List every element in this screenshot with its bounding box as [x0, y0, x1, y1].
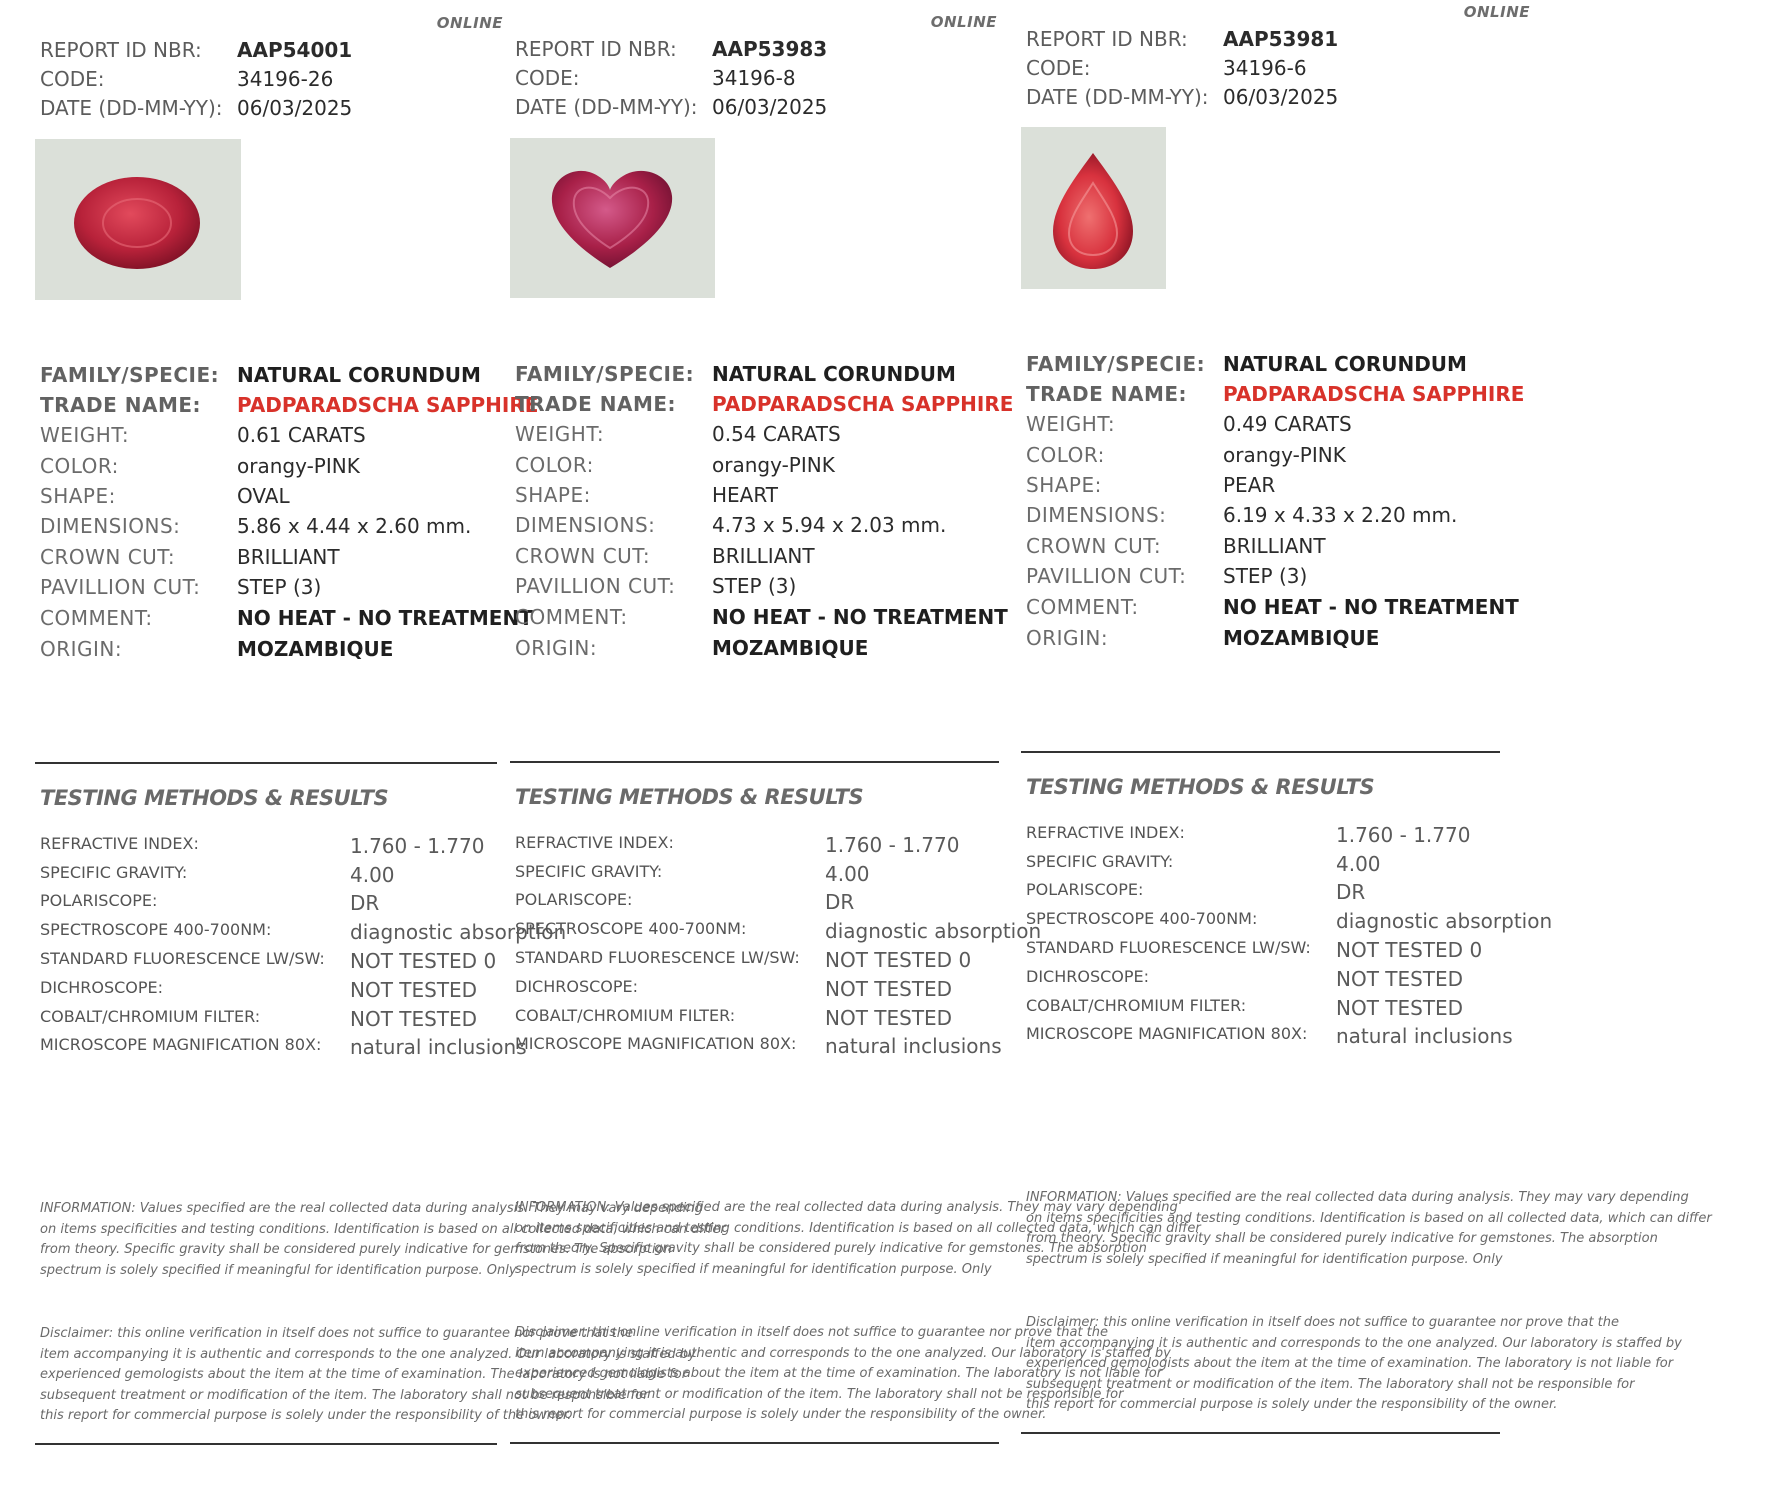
specific-gravity-value: 4.00	[350, 863, 395, 887]
comment-value: NO HEAT - NO TREATMENT	[712, 605, 1008, 629]
origin-label: ORIGIN:	[1026, 626, 1109, 650]
filter-label: COBALT/CHROMIUM FILTER:	[1026, 996, 1247, 1015]
dichroscope-label: DICHROSCOPE:	[1026, 967, 1150, 986]
report-id-value: AAP54001	[237, 38, 353, 62]
spectroscope-label: SPECTROSCOPE 400-700NM:	[1026, 909, 1258, 928]
comment-value: NO HEAT - NO TREATMENT	[237, 606, 533, 630]
disclaimer-note	[1026, 1313, 1786, 1416]
disclaimer-line: subsequent treatment or modification of the item. The laboratory shall not be responsible for	[515, 1386, 1124, 1402]
dichroscope-label: DICHROSCOPE:	[40, 978, 164, 997]
testing-title: TESTING METHODS & RESULTS	[1026, 775, 1375, 799]
color-label: COLOR:	[1026, 443, 1105, 467]
disclaimer-line: Disclaimer: this online verification in itself does not suffice to guarantee nor prove that the	[40, 1326, 634, 1341]
pavillion-cut-value: STEP (3)	[1223, 564, 1308, 588]
family-label: FAMILY/SPECIE:	[1026, 352, 1206, 376]
refractive-index-value: 1.760 - 1.770	[1336, 823, 1471, 847]
color-label: COLOR:	[40, 454, 119, 478]
info-line: INFORMATION: Values specified are the real collected data during analysis. They may vary depending	[40, 1201, 703, 1216]
trade-name-value: PADPARADSCHA SAPPHIRE	[1223, 382, 1525, 406]
heart-gem-icon	[510, 138, 715, 298]
section-divider	[35, 762, 497, 764]
report-id-value: AAP53983	[712, 37, 828, 61]
polariscope-value: DR	[1336, 880, 1366, 904]
crown-cut-label: CROWN CUT:	[40, 545, 176, 569]
dichroscope-value: NOT TESTED	[1336, 967, 1464, 991]
date-label: DATE (DD-MM-YY):	[1026, 85, 1209, 109]
code-label: CODE:	[40, 67, 105, 91]
date-value: 06/03/2025	[1223, 85, 1339, 109]
oval-gem-icon	[35, 139, 241, 300]
specific-gravity-label: SPECIFIC GRAVITY:	[1026, 852, 1174, 871]
code-value: 34196-6	[1223, 56, 1307, 80]
family-value: NATURAL CORUNDUM	[237, 363, 481, 387]
specific-gravity-label: SPECIFIC GRAVITY:	[515, 862, 663, 881]
weight-value: 0.61 CARATS	[237, 423, 366, 447]
dimensions-value: 4.73 x 5.94 x 2.03 mm.	[712, 513, 947, 537]
disclaimer-line: this report for commercial purpose is solely under the responsibility of the owner.	[1026, 1397, 1558, 1413]
refractive-index-value: 1.760 - 1.770	[350, 834, 485, 858]
dimensions-value: 5.86 x 4.44 x 2.60 mm.	[237, 514, 472, 538]
dimensions-value: 6.19 x 4.33 x 2.20 mm.	[1223, 503, 1458, 527]
code-label: CODE:	[515, 66, 580, 90]
pavillion-cut-label: PAVILLION CUT:	[40, 575, 201, 599]
weight-label: WEIGHT:	[1026, 412, 1116, 436]
date-value: 06/03/2025	[237, 96, 353, 120]
testing-title: TESTING METHODS & RESULTS	[40, 786, 389, 810]
crown-cut-label: CROWN CUT:	[515, 544, 651, 568]
filter-label: COBALT/CHROMIUM FILTER:	[515, 1006, 736, 1025]
polariscope-value: DR	[350, 891, 380, 915]
info-line: from theory. Specific gravity shall be considered purely indicative for gemstones. The absorption	[1026, 1231, 1658, 1247]
info-line: spectrum is solely specified if meaningful for identification purpose. Only	[1026, 1251, 1503, 1267]
spectroscope-value: diagnostic absorption	[350, 920, 567, 944]
refractive-index-value: 1.760 - 1.770	[825, 833, 960, 857]
disclaimer-line: Disclaimer: this online verification in itself does not suffice to guarantee nor prove that the	[1026, 1315, 1620, 1330]
comment-label: COMMENT:	[1026, 595, 1139, 619]
info-line: on items specificities and testing conditions. Identification is based on all collected data, which can differ	[515, 1220, 1201, 1236]
pavillion-cut-value: STEP (3)	[712, 574, 797, 598]
disclaimer-line: item accompanying it is authentic and corresponds to the one analyzed. Our laboratory is staffed by	[515, 1345, 1171, 1361]
color-value: orangy-PINK	[1223, 443, 1346, 467]
family-label: FAMILY/SPECIE:	[515, 362, 695, 386]
microscope-value: natural inclusions	[825, 1034, 1002, 1058]
info-line: INFORMATION: Values specified are the real collected data during analysis. They may vary depending	[515, 1200, 1178, 1215]
polariscope-label: POLARISCOPE:	[1026, 880, 1144, 899]
dimensions-label: DIMENSIONS:	[515, 513, 656, 537]
crown-cut-value: BRILLIANT	[712, 544, 815, 568]
bottom-divider	[510, 1442, 999, 1444]
code-value: 34196-26	[237, 67, 334, 91]
fluorescence-value: NOT TESTED 0	[825, 948, 972, 972]
spectroscope-value: diagnostic absorption	[1336, 909, 1553, 933]
spectroscope-value: diagnostic absorption	[825, 919, 1042, 943]
fluorescence-label: STANDARD FLUORESCENCE LW/SW:	[515, 948, 800, 967]
crown-cut-value: BRILLIANT	[237, 545, 340, 569]
disclaimer-line: item accompanying it is authentic and corresponds to the one analyzed. Our laboratory is staffed by	[1026, 1335, 1682, 1351]
microscope-label: MICROSCOPE MAGNIFICATION 80X:	[1026, 1024, 1308, 1043]
info-line: from theory. Specific gravity shall be considered purely indicative for gemstones. The absorption	[515, 1241, 1147, 1257]
weight-label: WEIGHT:	[515, 422, 605, 446]
filter-label: COBALT/CHROMIUM FILTER:	[40, 1007, 261, 1026]
shape-value: PEAR	[1223, 473, 1276, 497]
trade-name-label: TRADE NAME:	[515, 392, 677, 416]
microscope-label: MICROSCOPE MAGNIFICATION 80X:	[515, 1034, 797, 1053]
comment-value: NO HEAT - NO TREATMENT	[1223, 595, 1519, 619]
shape-value: HEART	[712, 483, 779, 507]
origin-value: MOZAMBIQUE	[712, 636, 869, 660]
family-value: NATURAL CORUNDUM	[1223, 352, 1467, 376]
origin-label: ORIGIN:	[40, 637, 123, 661]
weight-label: WEIGHT:	[40, 423, 130, 447]
gem-photo	[35, 139, 241, 300]
report-card	[502, 0, 1201, 1499]
filter-value: NOT TESTED	[350, 1007, 478, 1031]
origin-label: ORIGIN:	[515, 636, 598, 660]
code-label: CODE:	[1026, 56, 1091, 80]
spectroscope-label: SPECTROSCOPE 400-700NM:	[40, 920, 272, 939]
report-id-label: REPORT ID NBR:	[1026, 27, 1188, 51]
polariscope-label: POLARISCOPE:	[515, 890, 633, 909]
pavillion-cut-label: PAVILLION CUT:	[1026, 564, 1187, 588]
shape-value: OVAL	[237, 484, 290, 508]
dichroscope-value: NOT TESTED	[350, 978, 478, 1002]
family-label: FAMILY/SPECIE:	[40, 363, 220, 387]
microscope-value: natural inclusions	[350, 1035, 527, 1059]
dimensions-label: DIMENSIONS:	[40, 514, 181, 538]
specific-gravity-label: SPECIFIC GRAVITY:	[40, 863, 188, 882]
crown-cut-label: CROWN CUT:	[1026, 534, 1162, 558]
origin-value: MOZAMBIQUE	[237, 637, 394, 661]
date-label: DATE (DD-MM-YY):	[40, 96, 223, 120]
comment-label: COMMENT:	[515, 605, 628, 629]
fluorescence-value: NOT TESTED 0	[1336, 938, 1483, 962]
shape-label: SHAPE:	[515, 483, 591, 507]
specific-gravity-value: 4.00	[825, 862, 870, 886]
disclaimer-line: item accompanying it is authentic and corresponds to the one analyzed. Our laboratory is staffed by	[40, 1346, 696, 1362]
bottom-divider	[1021, 1432, 1500, 1434]
gem-photo	[510, 138, 715, 298]
pear-gem-icon	[1021, 127, 1166, 289]
dichroscope-label: DICHROSCOPE:	[515, 977, 639, 996]
origin-value: MOZAMBIQUE	[1223, 626, 1380, 650]
online-badge: ONLINE	[930, 13, 997, 31]
family-value: NATURAL CORUNDUM	[712, 362, 956, 386]
report-id-label: REPORT ID NBR:	[515, 37, 677, 61]
disclaimer-line: subsequent treatment or modification of the item. The laboratory shall not be responsible for	[1026, 1376, 1635, 1392]
polariscope-label: POLARISCOPE:	[40, 891, 158, 910]
disclaimer-line: Disclaimer: this online verification in itself does not suffice to guarantee nor prove that the	[515, 1325, 1109, 1340]
crown-cut-value: BRILLIANT	[1223, 534, 1326, 558]
section-divider	[1021, 751, 1500, 753]
gem-photo	[1021, 127, 1166, 289]
info-line: from theory. Specific gravity shall be considered purely indicative for gemstones. The absorption	[40, 1242, 672, 1258]
disclaimer-line: experienced gemologists about the item at the time of examination. The laboratory is not liable for	[515, 1366, 1163, 1382]
trade-name-label: TRADE NAME:	[40, 393, 202, 417]
polariscope-value: DR	[825, 890, 855, 914]
color-label: COLOR:	[515, 453, 594, 477]
dichroscope-value: NOT TESTED	[825, 977, 953, 1001]
information-note	[1026, 1188, 1786, 1270]
refractive-index-label: REFRACTIVE INDEX:	[1026, 823, 1185, 842]
online-badge: ONLINE	[436, 14, 503, 32]
spectroscope-label: SPECTROSCOPE 400-700NM:	[515, 919, 747, 938]
disclaimer-line: subsequent treatment or modification of the item. The laboratory shall not be responsible for	[40, 1387, 649, 1403]
microscope-label: MICROSCOPE MAGNIFICATION 80X:	[40, 1035, 322, 1054]
report-card	[0, 0, 726, 1500]
report-id-value: AAP53981	[1223, 27, 1339, 51]
refractive-index-label: REFRACTIVE INDEX:	[515, 833, 674, 852]
color-value: orangy-PINK	[712, 453, 835, 477]
online-badge: ONLINE	[1463, 3, 1530, 21]
disclaimer-line: experienced gemologists about the item at the time of examination. The laboratory is not liable for	[1026, 1356, 1674, 1372]
info-line: on items specificities and testing conditions. Identification is based on all collected data, which can differ	[40, 1221, 726, 1237]
shape-label: SHAPE:	[40, 484, 116, 508]
disclaimer-line: this report for commercial purpose is solely under the responsibility of the owner.	[515, 1407, 1047, 1423]
color-value: orangy-PINK	[237, 454, 360, 478]
pavillion-cut-value: STEP (3)	[237, 575, 322, 599]
trade-name-label: TRADE NAME:	[1026, 382, 1188, 406]
report-id-label: REPORT ID NBR:	[40, 38, 202, 62]
testing-title: TESTING METHODS & RESULTS	[515, 785, 864, 809]
info-line: spectrum is solely specified if meaningful for identification purpose. Only	[40, 1262, 517, 1278]
fluorescence-label: STANDARD FLUORESCENCE LW/SW:	[40, 949, 325, 968]
comment-label: COMMENT:	[40, 606, 153, 630]
trade-name-value: PADPARADSCHA SAPPHIRE	[237, 393, 539, 417]
info-line: INFORMATION: Values specified are the real collected data during analysis. They may vary depending	[1026, 1190, 1689, 1205]
disclaimer-line: this report for commercial purpose is solely under the responsibility of the owner.	[40, 1408, 572, 1424]
shape-label: SHAPE:	[1026, 473, 1102, 497]
pavillion-cut-label: PAVILLION CUT:	[515, 574, 676, 598]
section-divider	[510, 761, 999, 763]
dimensions-label: DIMENSIONS:	[1026, 503, 1167, 527]
fluorescence-value: NOT TESTED 0	[350, 949, 497, 973]
trade-name-value: PADPARADSCHA SAPPHIRE	[712, 392, 1014, 416]
bottom-divider	[35, 1443, 497, 1445]
specific-gravity-value: 4.00	[1336, 852, 1381, 876]
info-line: spectrum is solely specified if meaningful for identification purpose. Only	[515, 1261, 992, 1277]
fluorescence-label: STANDARD FLUORESCENCE LW/SW:	[1026, 938, 1311, 957]
date-label: DATE (DD-MM-YY):	[515, 95, 698, 119]
filter-value: NOT TESTED	[825, 1006, 953, 1030]
disclaimer-line: experienced gemologists about the item at the time of examination. The laboratory is not liable for	[40, 1367, 688, 1383]
microscope-value: natural inclusions	[1336, 1024, 1513, 1048]
info-line: on items specificities and testing conditions. Identification is based on all collected data, which can differ	[1026, 1210, 1712, 1226]
code-value: 34196-8	[712, 66, 796, 90]
weight-value: 0.49 CARATS	[1223, 412, 1352, 436]
refractive-index-label: REFRACTIVE INDEX:	[40, 834, 199, 853]
date-value: 06/03/2025	[712, 95, 828, 119]
weight-value: 0.54 CARATS	[712, 422, 841, 446]
report-card	[1012, 0, 1712, 1489]
filter-value: NOT TESTED	[1336, 996, 1464, 1020]
